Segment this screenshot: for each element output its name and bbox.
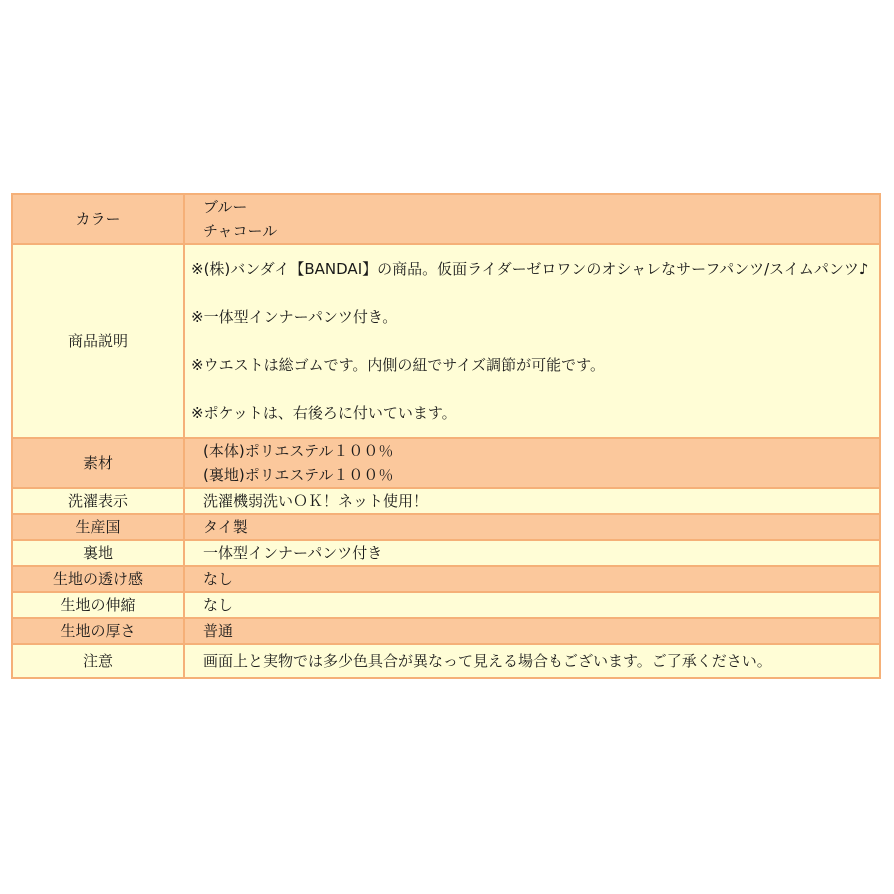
color-option-blue: ブルー [203, 198, 248, 216]
spec-row-description [12, 244, 880, 438]
spec-row-sheerness [12, 566, 880, 592]
spec-row-country [12, 514, 880, 540]
description-paragraph-2: ※一体型インナーパンツ付き。 [191, 308, 398, 326]
description-paragraph-4: ※ポケットは、右後ろに付いています。 [191, 404, 457, 422]
material-body: (本体)ポリエステル１００％ [203, 442, 394, 460]
notice-text: 画面上と実物では多少色具合が異なって見える場合もございます。ご了承ください。 [203, 652, 772, 670]
spec-label-thickness: 生地の厚さ [12, 618, 184, 644]
lining-text: 一体型インナーパンツ付き [203, 544, 383, 562]
spec-value-material [184, 438, 880, 488]
spec-label-lining: 裏地 [12, 540, 184, 566]
thickness-text: 普通 [203, 622, 234, 640]
spec-label-color: カラー [12, 194, 184, 244]
description-paragraph-1: ※(株)バンダイ【BANDAI】の商品。仮面ライダーゼロワンのオシャレなサーフパンツ/スイムパンツ♪ [191, 260, 869, 278]
spec-row-thickness [12, 618, 880, 644]
washing-text: 洗濯機弱洗いＯＫ！ネット使用！ [203, 492, 429, 510]
description-paragraph-3: ※ウエストは総ゴムです。内側の紐でサイズ調節が可能です。 [191, 356, 605, 374]
spec-row-washing [12, 488, 880, 514]
spec-label-country: 生産国 [12, 514, 184, 540]
material-lining: (裏地)ポリエステル１００％ [203, 466, 394, 484]
spec-value-color [184, 194, 880, 244]
spec-row-lining [12, 540, 880, 566]
spec-value-stretch [184, 592, 880, 618]
spec-row-color [12, 194, 880, 244]
spec-value-country [184, 514, 880, 540]
spec-label-washing: 洗濯表示 [12, 488, 184, 514]
color-option-charcoal: チャコール [203, 222, 278, 240]
spec-label-description: 商品説明 [12, 244, 184, 438]
stretch-text: なし [203, 596, 234, 614]
spec-value-sheerness [184, 566, 880, 592]
spec-value-description [184, 244, 880, 438]
spec-row-notice [12, 644, 880, 678]
spec-value-washing [184, 488, 880, 514]
spec-label-material: 素材 [12, 438, 184, 488]
paragraph-gap [191, 329, 873, 353]
paragraph-gap [191, 377, 873, 401]
spec-row-stretch [12, 592, 880, 618]
spec-value-notice [184, 644, 880, 678]
paragraph-gap [191, 281, 873, 305]
spec-label-stretch: 生地の伸縮 [12, 592, 184, 618]
spec-label-sheerness: 生地の透け感 [12, 566, 184, 592]
spec-value-lining [184, 540, 880, 566]
product-spec-table [11, 193, 881, 679]
spec-value-thickness [184, 618, 880, 644]
sheerness-text: なし [203, 570, 234, 588]
spec-label-notice: 注意 [12, 644, 184, 678]
country-text: タイ製 [203, 518, 248, 536]
spec-row-material [12, 438, 880, 488]
